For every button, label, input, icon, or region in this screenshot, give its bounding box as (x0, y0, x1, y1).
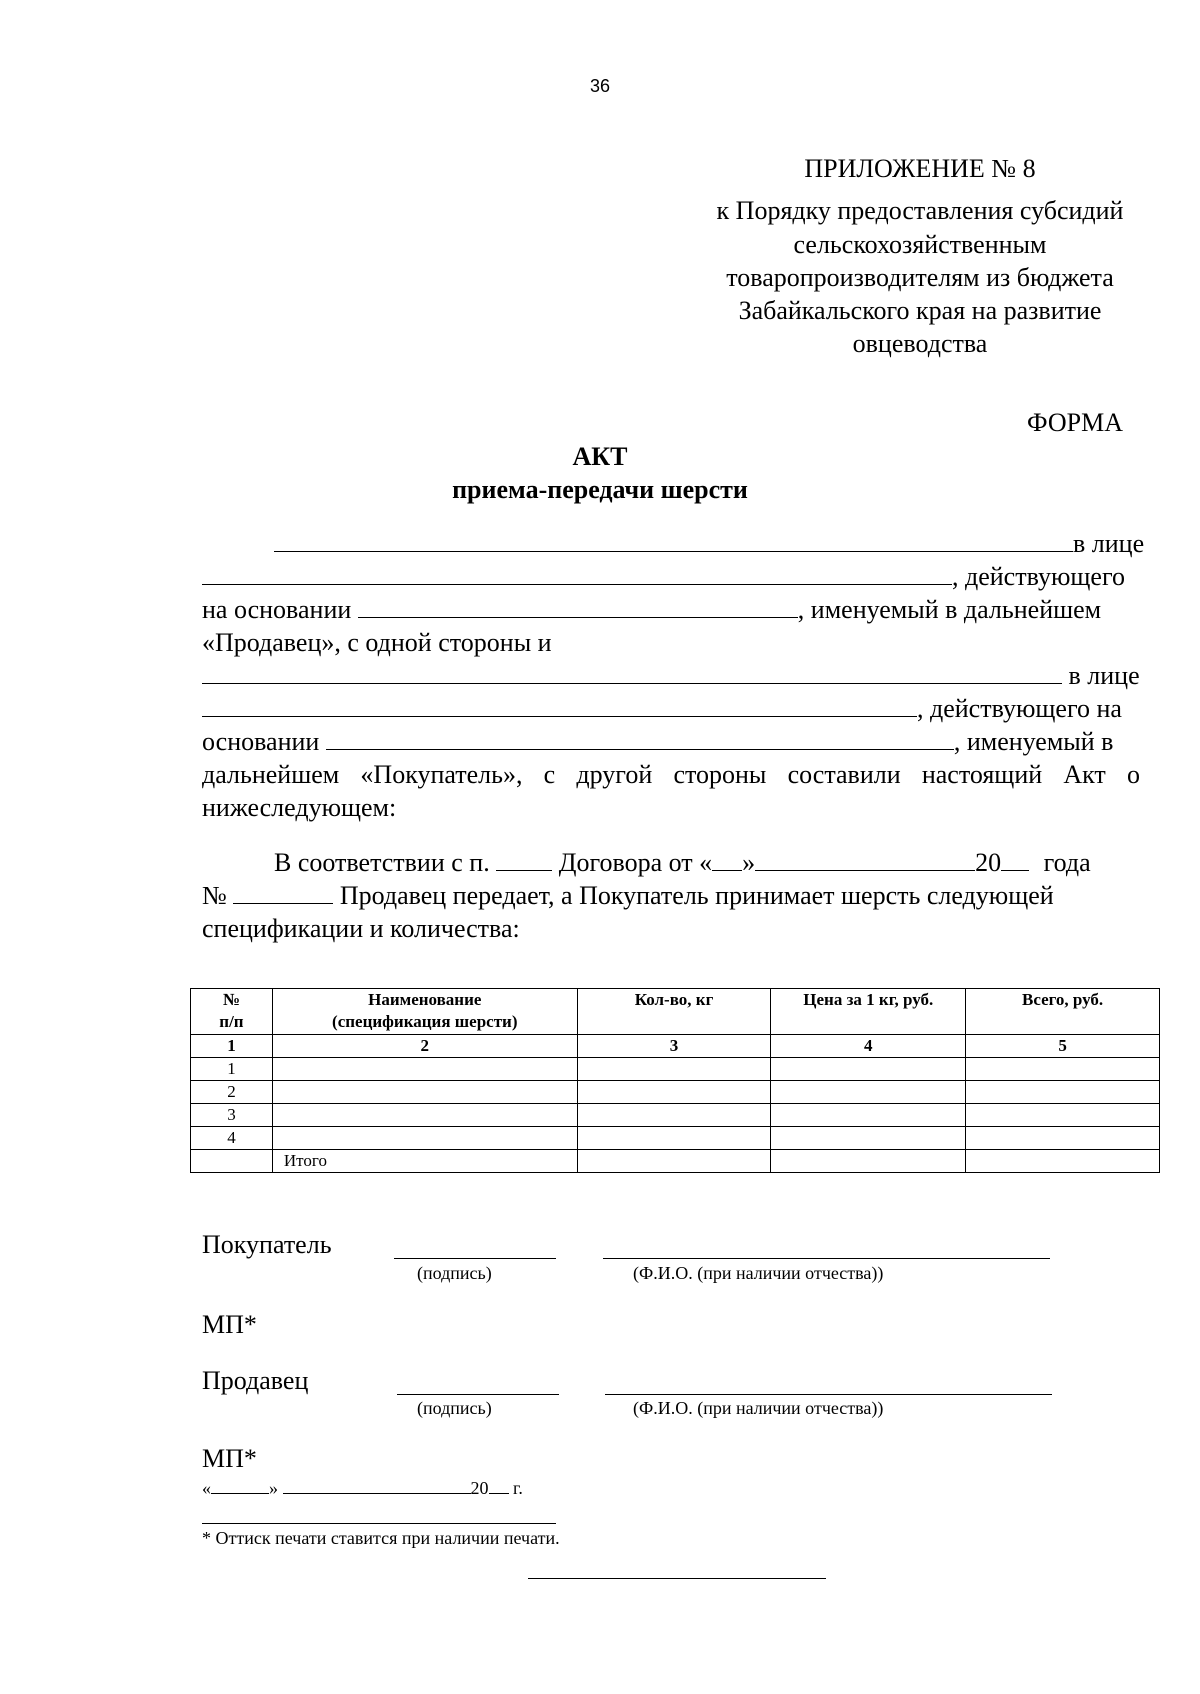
cell-price[interactable] (771, 1127, 966, 1150)
table-total-row (191, 1150, 1160, 1173)
intro-line-7: основании , именуемый в (202, 727, 1114, 756)
cell-name[interactable] (272, 1081, 577, 1104)
total-price[interactable] (771, 1150, 966, 1173)
blank-day[interactable] (712, 848, 742, 871)
footnote: * Оттиск печати ставится при наличии печати. (202, 1528, 560, 1548)
annex-line-5: овцеводства (852, 329, 988, 358)
blank-party2-name[interactable] (202, 661, 1062, 684)
cell-name[interactable] (272, 1104, 577, 1127)
para2-line-2: № Продавец передает, а Покупатель принимает шерсть следующей (202, 881, 1054, 910)
intro-line-1: в лице (274, 528, 1144, 561)
cell-total[interactable] (966, 1058, 1160, 1081)
date-line: « » 20 г. (202, 1478, 523, 1498)
buyer-signature-caption: (подпись) (417, 1263, 492, 1283)
blank-contract-number[interactable] (233, 881, 333, 904)
cell-total[interactable] (966, 1081, 1160, 1104)
annex-line-1: к Порядку предоставления субсидий (716, 196, 1124, 225)
buyer-stamp: МП* (202, 1310, 257, 1339)
total-sum[interactable] (966, 1150, 1160, 1173)
seller-signature-line[interactable] (397, 1394, 559, 1395)
header-number: № п/п (191, 989, 273, 1035)
blank-party2-rep[interactable] (202, 694, 917, 717)
seller-label: Продавец (202, 1366, 309, 1395)
table-row (191, 1127, 1160, 1150)
blank-date-day[interactable] (211, 1479, 269, 1494)
blank-party2-basis[interactable] (326, 727, 954, 750)
cell-total[interactable] (966, 1127, 1160, 1150)
row-number: 1 (191, 1058, 273, 1081)
row-number: 4 (191, 1127, 273, 1150)
table-row (191, 1104, 1160, 1127)
footnote-separator (202, 1523, 556, 1524)
para2-line-3: спецификации и количества: (202, 914, 520, 943)
cell-name[interactable] (272, 1127, 577, 1150)
blank-year[interactable] (1001, 848, 1029, 871)
blank-date-year[interactable] (489, 1479, 509, 1494)
header-name: Наименование (спецификация шерсти) (272, 989, 577, 1035)
col-number: 2 (272, 1035, 577, 1058)
cell-quantity[interactable] (577, 1058, 771, 1081)
blank-month[interactable] (755, 848, 975, 871)
document-subtitle: приема-передачи шерсти (452, 475, 748, 504)
col-number: 3 (577, 1035, 771, 1058)
buyer-name-caption: (Ф.И.О. (при наличии отчества)) (633, 1263, 884, 1283)
intro-line-9: нижеследующем: (202, 793, 397, 822)
cell-total[interactable] (966, 1104, 1160, 1127)
total-quantity[interactable] (577, 1150, 771, 1173)
col-number: 4 (771, 1035, 966, 1058)
buyer-name-line[interactable] (603, 1258, 1050, 1259)
table-header-row (191, 989, 1160, 1035)
col-number: 5 (966, 1035, 1160, 1058)
blank-party1-rep[interactable] (202, 562, 952, 585)
seller-name-caption: (Ф.И.О. (при наличии отчества)) (633, 1398, 884, 1418)
page-number: 36 (589, 76, 611, 96)
form-label: ФОРМА (1027, 408, 1123, 437)
cell-quantity[interactable] (577, 1127, 771, 1150)
header-quantity: Кол-во, кг (577, 989, 771, 1035)
buyer-label: Покупатель (202, 1230, 332, 1259)
cell-price[interactable] (771, 1081, 966, 1104)
cell-price[interactable] (771, 1058, 966, 1081)
table-row (191, 1058, 1160, 1081)
intro-line-2: , действующего (202, 561, 1125, 594)
annex-line-4: Забайкальского края на развитие (738, 296, 1102, 325)
annex-line-2: сельскохозяйственным (793, 230, 1047, 259)
bottom-separator (528, 1578, 826, 1579)
total-label: Итого (272, 1150, 577, 1173)
para2-line-1: В соответствии с п. Договора от « » 20 года (274, 848, 1091, 877)
table-row (191, 1081, 1160, 1104)
blank-party1-basis[interactable] (358, 595, 798, 618)
row-number: 3 (191, 1104, 273, 1127)
table-column-numbers (191, 1035, 1160, 1058)
intro-line-6: , действующего на (202, 693, 1122, 726)
seller-signature-caption: (подпись) (417, 1398, 492, 1418)
annex-heading: ПРИЛОЖЕНИЕ № 8 (804, 154, 1036, 183)
buyer-signature-line[interactable] (394, 1258, 556, 1259)
cell-quantity[interactable] (577, 1104, 771, 1127)
seller-stamp: МП* (202, 1444, 257, 1473)
cell-name[interactable] (272, 1058, 577, 1081)
total-empty-cell (191, 1150, 273, 1173)
annex-line-3: товаропроизводителям из бюджета (726, 263, 1114, 292)
specification-table (190, 988, 1160, 1173)
cell-quantity[interactable] (577, 1081, 771, 1104)
seller-name-line[interactable] (605, 1394, 1052, 1395)
blank-clause[interactable] (496, 848, 552, 871)
cell-price[interactable] (771, 1104, 966, 1127)
intro-line-5: в лице (202, 660, 1140, 693)
blank-date-month[interactable] (283, 1479, 471, 1494)
document-title: АКТ (572, 442, 628, 471)
header-price: Цена за 1 кг, руб. (771, 989, 966, 1035)
header-total: Всего, руб. (966, 989, 1160, 1035)
intro-line-3: на основании , именуемый в дальнейшем (202, 595, 1102, 624)
intro-line-8: дальнейшем «Покупатель», с другой стороны составили настоящий Акт о (202, 760, 1140, 789)
blank-party1-name[interactable] (274, 529, 1073, 552)
col-number: 1 (191, 1035, 273, 1058)
row-number: 2 (191, 1081, 273, 1104)
intro-line-4: «Продавец», с одной стороны и (202, 628, 552, 657)
